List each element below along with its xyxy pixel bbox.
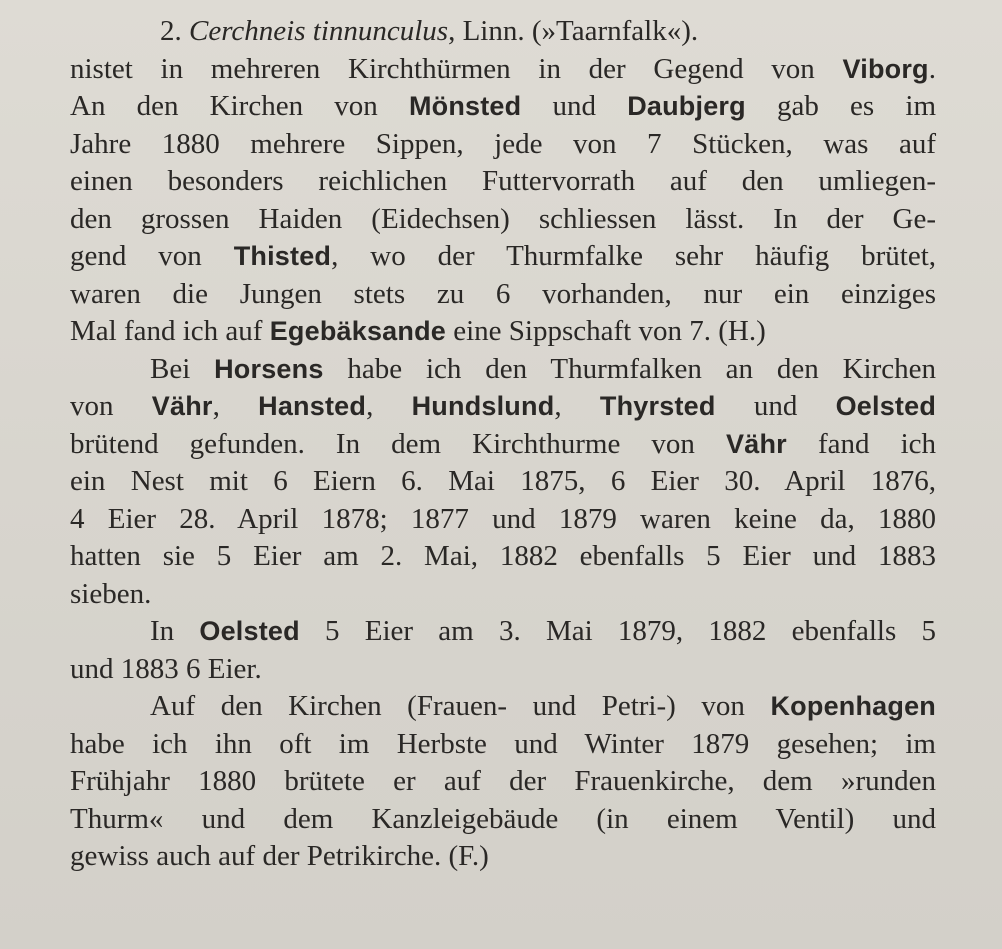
text-line: Auf den Kirchen (Frauen- und Petri-) von Kopenhagen (150, 690, 936, 722)
text-block (70, 13, 936, 876)
text-line: sieben. (70, 577, 152, 610)
species-name: Cerchneis tinnunculus (189, 15, 449, 47)
text-line: habe ich ihn oft im Herbste und Winter 1879 gesehen; im (70, 727, 936, 760)
text-line: gewiss auch auf der Petrikirche. (F.) (70, 840, 489, 872)
paragraph-oelsted (70, 613, 936, 688)
paragraph-horsens (70, 351, 936, 614)
text-line: einen besonders reichlichen Futtervorrath auf den umliegen- (70, 165, 936, 197)
text-line: Frühjahr 1880 brütete er auf der Frauenkirche, dem »runden (70, 765, 936, 797)
text-line: und 1883 6 Eier. (70, 652, 262, 685)
text-line: Thurm« und dem Kanzleigebäude (in einem Ventil) und (70, 802, 936, 835)
text-line: Mal fand ich auf Egebäksande eine Sippschaft von 7. (H.) (70, 315, 766, 347)
text-line: waren die Jungen stets zu 6 vorhanden, nur ein einziges (70, 277, 936, 310)
text-line: 4 Eier 28. April 1878; 1877 und 1879 waren keine da, 1880 (70, 502, 936, 535)
text-line: hatten sie 5 Eier am 2. Mai, 1882 ebenfalls 5 Eier und 1883 (70, 540, 936, 572)
text-line: brütend gefunden. In dem Kirchthurme von Vähr fand ich (70, 427, 936, 460)
species-number: 2. (160, 15, 182, 47)
text-line: An den Kirchen von Mönsted und Daubjerg gab es im (70, 90, 937, 122)
text-line: ein Nest mit 6 Eiern 6. Mai 1875, 6 Eier 30. April 1876, (70, 465, 936, 497)
text-line: Jahre 1880 mehrere Sippen, jede von 7 Stücken, was auf (70, 127, 936, 160)
text-line: den grossen Haiden (Eidechsen) schliessen lässt. In der Ge- (70, 202, 936, 235)
paragraph-viborg (70, 51, 936, 351)
species-heading (70, 13, 936, 51)
text-line: gend von Thisted, wo der Thurmfalke sehr häufig brütet, (70, 240, 936, 272)
species-author: , Linn. (»Taarnfalk«). (448, 15, 699, 47)
text-line: Bei Horsens habe ich den Thurmfalken an den Kirchen (150, 352, 936, 385)
text-line: von Vähr, Hansted, Hundslund, Thyrsted und Oelsted (70, 390, 937, 422)
paragraph-kopenhagen (70, 688, 936, 876)
text-line: In Oelsted 5 Eier am 3. Mai 1879, 1882 ebenfalls 5 (150, 615, 936, 647)
text-line: nistet in mehreren Kirchthürmen in der Gegend von Viborg. (70, 52, 936, 85)
